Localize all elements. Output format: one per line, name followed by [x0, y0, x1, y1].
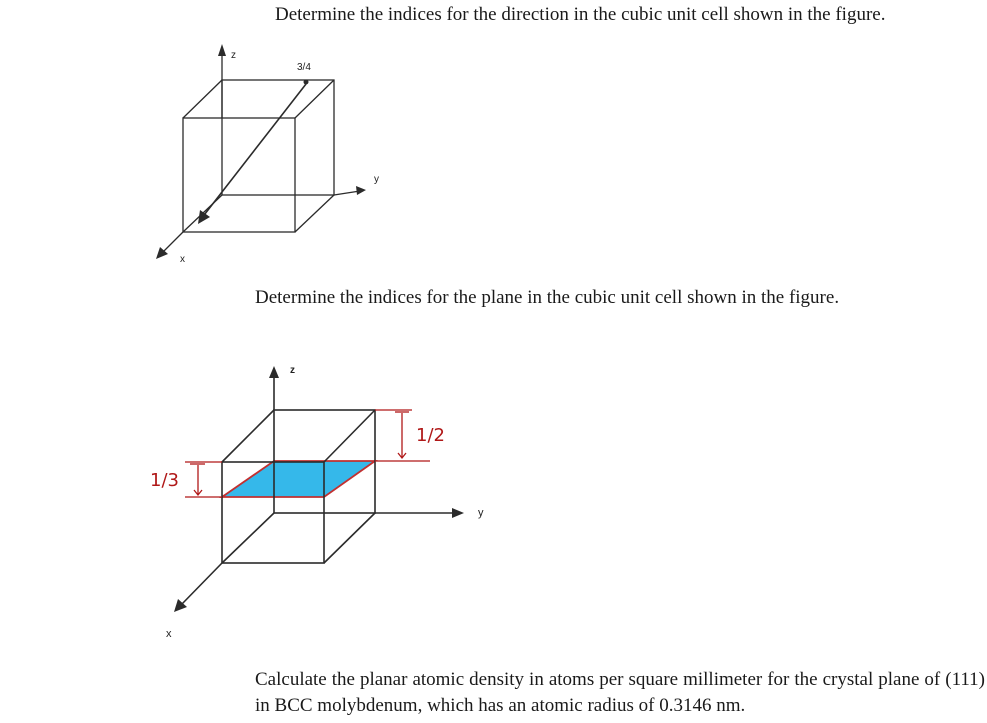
x-axis-line: [181, 563, 222, 605]
figure-direction-cube: [156, 44, 366, 259]
fig1-y-label: y: [374, 174, 379, 185]
right-annotation: 1/2: [416, 425, 445, 446]
question-direction: Determine the indices for the direction in the cubic unit cell shown in the figure.: [275, 4, 886, 25]
cube-edge: [324, 410, 375, 462]
cube-edge: [324, 513, 375, 563]
cube-edge: [295, 80, 334, 118]
direction-vector: [201, 84, 306, 219]
fig1-z-label: z: [231, 50, 236, 61]
y-axis-arrow: [452, 508, 464, 518]
fig2-y-label: y: [478, 507, 484, 519]
fig1-point-label: 3/4: [297, 62, 311, 73]
shaded-plane: [222, 461, 375, 497]
y-axis-arrow: [356, 186, 366, 195]
fig2-z-label: z: [290, 365, 295, 376]
cube-edge: [222, 410, 274, 462]
y-axis-line: [334, 191, 360, 195]
direction-point: [304, 80, 309, 85]
question-planar-density: Calculate the planar atomic density in atoms per square millimeter for the crystal plane of (111) in BCC molybdenum, which has an atomic radius of 0.3146 nm.: [255, 669, 985, 716]
question-plane: Determine the indices for the plane in the cubic unit cell shown in the figure.: [255, 287, 840, 308]
fig2-x-label: x: [166, 628, 172, 640]
cube-edge: [295, 195, 334, 232]
z-axis-arrow: [218, 44, 226, 56]
cube-edge: [183, 80, 222, 118]
cube-edge: [222, 513, 274, 563]
figure-plane-cube: [174, 366, 464, 612]
fig1-x-label: x: [180, 254, 185, 265]
z-axis-arrow: [269, 366, 279, 378]
left-annotation: 1/3: [150, 470, 179, 491]
